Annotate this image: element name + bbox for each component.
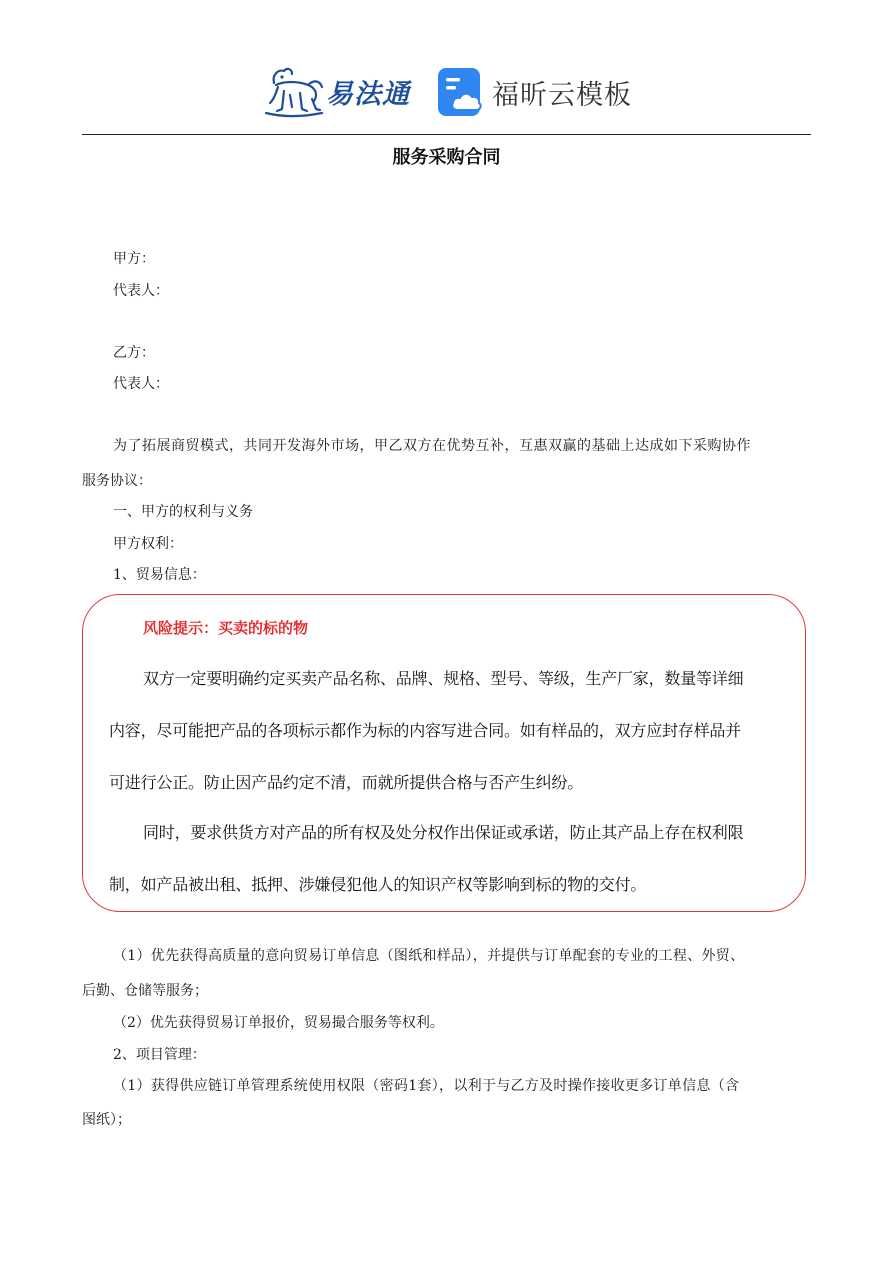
page-header bbox=[0, 55, 893, 125]
foxit-template-logo bbox=[436, 65, 632, 119]
section-1-heading: 一、甲方的权利与义务 bbox=[113, 504, 253, 520]
risk-text-line: 双方一定要明确约定买卖产品名称、品牌、规格、型号、等级，生产厂家，数量等详细 bbox=[143, 669, 744, 688]
item-2-1-line-1: （1）获得供应链订单管理系统使用权限（密码1套），以利于与乙方及时操作接收更多订单信息（含 bbox=[113, 1078, 740, 1094]
risk-text-line: 内容，尽可能把产品的各项标示都作为标的内容写进合同。如有样品的，双方应封存样品并 bbox=[109, 721, 742, 740]
risk-text-line: 可进行公正。防止因产品约定不清，而就所提供合格与否产生纠纷。 bbox=[109, 773, 584, 792]
party-a-rights-heading: 甲方权利： bbox=[113, 536, 183, 552]
item-1-2: （2）优先获得贸易订单报价，贸易撮合服务等权利。 bbox=[113, 1015, 444, 1031]
preamble-line-2: 服务协议： bbox=[82, 473, 152, 489]
header-divider bbox=[82, 134, 811, 135]
party-b-representative-label: 代表人： bbox=[113, 376, 169, 392]
risk-warning-box bbox=[82, 594, 806, 912]
party-a-representative-label: 代表人： bbox=[113, 283, 169, 299]
party-a-label: 甲方： bbox=[113, 251, 155, 267]
foxit-template-logo-text: 福昕云模板 bbox=[492, 79, 632, 111]
party-b-label: 乙方： bbox=[113, 345, 155, 361]
risk-text-line: 制，如产品被出租、抵押、涉嫌侵犯他人的知识产权等影响到标的物的交付。 bbox=[109, 875, 647, 894]
yifatong-logo bbox=[262, 63, 410, 119]
risk-warning-title: 风险提示：买卖的标的物 bbox=[143, 619, 309, 637]
document-title: 服务采购合同 bbox=[392, 147, 501, 168]
yifatong-logo-text: 易法通 bbox=[326, 78, 410, 110]
item-1-1-line-2: 后勤、仓储等服务； bbox=[82, 983, 208, 999]
item-1-trade-info: 1、贸易信息： bbox=[113, 567, 206, 583]
risk-text-line: 同时，要求供货方对产品的所有权及处分权作出保证或承诺，防止其产品上存在权利限 bbox=[143, 823, 744, 842]
foxit-cloud-doc-icon bbox=[436, 66, 484, 118]
qilin-mascot-icon bbox=[262, 63, 324, 119]
preamble-line-1: 为了拓展商贸模式，共同开发海外市场，甲乙双方在优势互补，互惠双赢的基础上达成如下采购协作 bbox=[113, 438, 751, 454]
item-2-1-line-2: 图纸）； bbox=[82, 1112, 131, 1128]
item-2-project-management: 2、项目管理： bbox=[113, 1047, 206, 1063]
item-1-1-line-1: （1）优先获得高质量的意向贸易订单信息（图纸和样品），并提供与订单配套的专业的工程、外贸、 bbox=[113, 948, 745, 964]
